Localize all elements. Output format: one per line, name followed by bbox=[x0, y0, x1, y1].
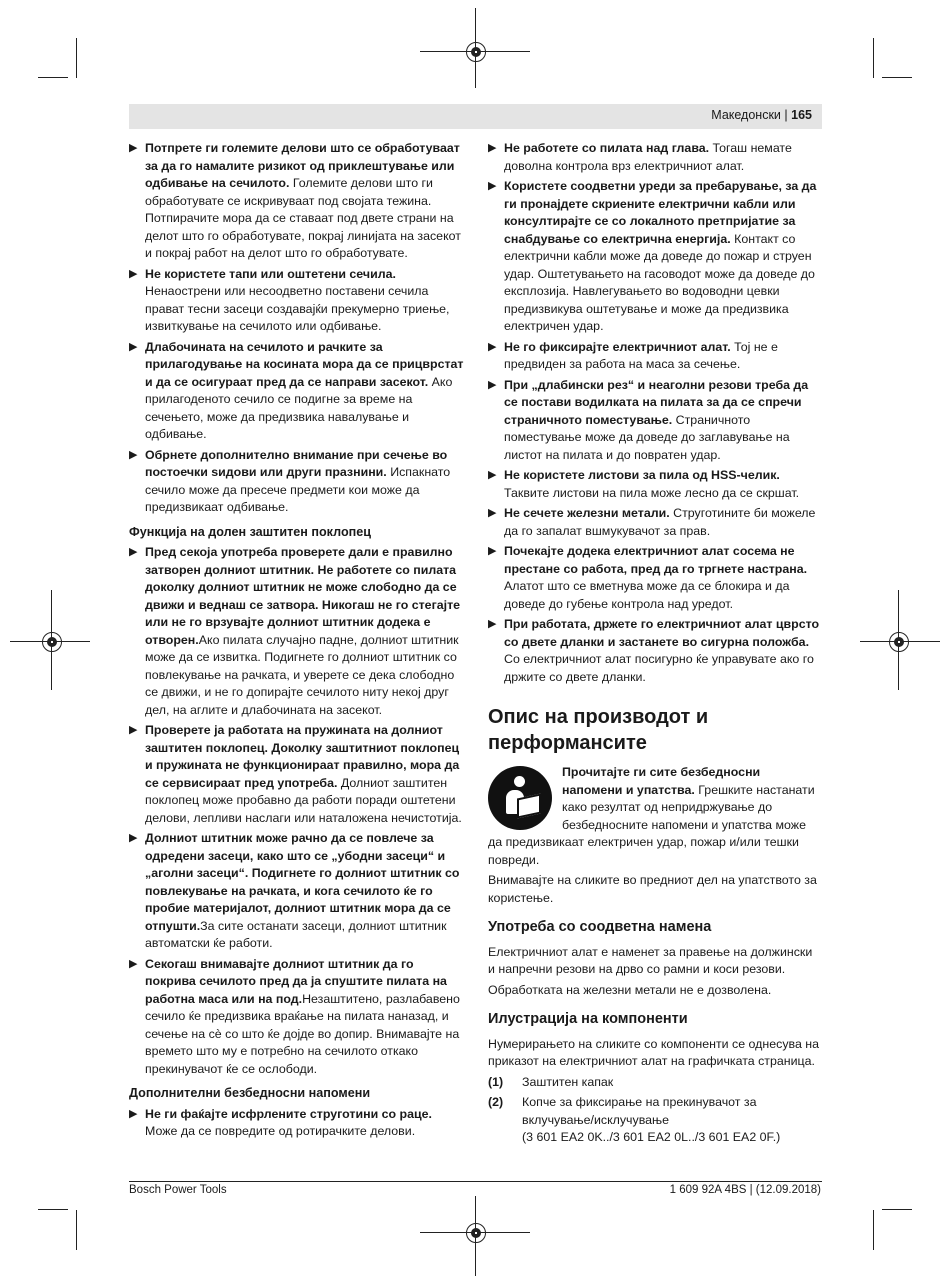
bullet-arrow-icon: ▶ bbox=[488, 507, 497, 519]
item-bold: Секогаш внимавајте долниот штитник да го покрива сечилото пред да ја спуштите пилата на работна маса или на под. bbox=[145, 956, 447, 1006]
header-language: Македонски bbox=[711, 108, 781, 122]
safety-list-d bbox=[488, 140, 821, 686]
list-item bbox=[129, 140, 464, 263]
read-manual-icon bbox=[488, 766, 552, 830]
bullet-arrow-icon: ▶ bbox=[129, 724, 138, 736]
footer-divider bbox=[129, 1181, 822, 1182]
bullet-arrow-icon: ▶ bbox=[488, 378, 497, 391]
list-item bbox=[129, 339, 464, 444]
bullet-arrow-icon: ▶ bbox=[129, 546, 138, 558]
warning-block bbox=[488, 764, 821, 869]
bullet-arrow-icon: ▶ bbox=[488, 469, 497, 481]
registration-mark-icon bbox=[466, 42, 486, 62]
item-bold: Не работете со пилата над глава. bbox=[504, 141, 710, 155]
list-item bbox=[488, 339, 821, 374]
item-text: Контакт со електрични кабли може да доведе до пожар и струен удар. Оштетувањето на гасоводот може да доведе до експлозија. Навлегувањето во водоводни цевки предизвикува оштетување и може да предизвика електричен удар. bbox=[504, 231, 815, 333]
item-bold: Користете соодветни уреди за пребарување, за да ги пронајдете скриените електрични кабли или консултирајте се со локалното претпријатие за снабдување со електрична енергија. bbox=[504, 179, 817, 246]
bullet-arrow-icon: ▶ bbox=[129, 340, 138, 353]
subheading-additional-safety: Дополнителни безбедносни напомени bbox=[129, 1086, 371, 1100]
crop-mark bbox=[873, 1210, 874, 1250]
item-bold: Не ги фаќајте исфрлените струготини со раце. bbox=[145, 1106, 432, 1121]
component-label: Заштитен капак bbox=[522, 1074, 614, 1089]
item-bold: Пред секоја употреба проверете дали е правилно затворен долниот штитник. Не работете со пилата доколку долниот штитник не може слободно да се движи и веднаш се затвора. Никогаш не го стегајте или не го врзувајте долниот штитник додека е отворен. bbox=[145, 545, 461, 647]
components-intro: Нумерирањето на сликите со компоненти се однесува на приказот на електричниот алат на графичката страница. bbox=[488, 1036, 820, 1068]
bullet-arrow-icon: ▶ bbox=[488, 618, 497, 630]
registration-mark-icon bbox=[42, 632, 62, 652]
item-text: Долниот заштитен поклопец може пробавно да работи поради оштетени делови, лепливи наслаги или наталожена нечистотија. bbox=[145, 775, 462, 825]
item-text: Тогаш немате доволна контрола врз електричниот алат. bbox=[504, 141, 792, 173]
component-number: (1) bbox=[488, 1074, 504, 1089]
item-bold: Не го фиксирајте електричниот алат. bbox=[504, 339, 731, 354]
component-item bbox=[488, 1074, 821, 1092]
bullet-arrow-icon: ▶ bbox=[129, 832, 138, 844]
bullet-arrow-icon: ▶ bbox=[488, 180, 497, 192]
bullet-arrow-icon: ▶ bbox=[129, 267, 138, 280]
bullet-arrow-icon: ▶ bbox=[488, 142, 497, 154]
crop-mark bbox=[76, 38, 77, 78]
intended-use-text: Електричниот алат е наменет за правење на должински и напречни резови на дрво со рамни и коси резови. bbox=[488, 944, 813, 976]
footer-doc-id: 1 609 92A 4BS | (12.09.2018) bbox=[669, 1184, 821, 1196]
bullet-arrow-icon: ▶ bbox=[129, 448, 138, 461]
header-separator: | bbox=[784, 108, 788, 122]
component-model-numbers: (3 601 EA2 0K../3 601 EA2 0L../3 601 EA2 0F.) bbox=[522, 1130, 781, 1144]
crop-mark bbox=[38, 1209, 68, 1210]
page-header bbox=[129, 104, 822, 129]
item-text: Струготините би можеле да го запалат вшмукувачот за прав. bbox=[504, 506, 816, 538]
warning-bold: Прочитајте ги сите безбедносни напомени и упатства. bbox=[562, 765, 761, 797]
page-number: 165 bbox=[791, 108, 812, 122]
figures-note: Внимавајте на сликите во предниот дел на упатството за користење. bbox=[488, 873, 817, 905]
component-label: Копче за фиксирање на прекинувачот за вклучување/исклучување bbox=[522, 1095, 757, 1127]
header-label bbox=[711, 108, 812, 122]
item-text: Таквите листови на пила може лесно да се скршат. bbox=[504, 485, 800, 500]
list-item bbox=[488, 178, 821, 336]
list-item bbox=[129, 722, 464, 827]
list-item bbox=[129, 830, 464, 953]
bullet-arrow-icon: ▶ bbox=[488, 545, 497, 557]
bullet-arrow-icon: ▶ bbox=[129, 957, 138, 970]
component-label-group bbox=[522, 1094, 821, 1147]
crop-mark bbox=[882, 1209, 912, 1210]
list-item bbox=[129, 956, 464, 1079]
component-number: (2) bbox=[488, 1095, 504, 1109]
list-item bbox=[129, 544, 464, 719]
list-item bbox=[488, 467, 821, 502]
component-item bbox=[488, 1094, 821, 1147]
right-column bbox=[488, 140, 821, 1150]
list-item bbox=[488, 140, 821, 175]
footer-brand: Bosch Power Tools bbox=[129, 1184, 227, 1196]
crop-mark bbox=[882, 77, 912, 78]
item-bold: Не користете листови за пила од HSS-челик. bbox=[504, 468, 780, 482]
list-item bbox=[488, 377, 821, 465]
bullet-arrow-icon: ▶ bbox=[488, 340, 497, 353]
item-bold: Проверете ја работата на пружината на долниот заштитен поклопец. Доколку заштитниот поклопец и пружината не функционираат правилно, мора да се сервисираат пред употреба. bbox=[145, 723, 460, 790]
intended-use-title: Употреба со соодветна намена bbox=[488, 919, 712, 935]
item-bold: Долниот штитник може рачно да се повлече за одредени засеци, како што се „убодни засеци“ и „аголни засеци“. Подигнете го долниот штитник со повлекување на рачката, и кога сечилото ќе го пробие материјалот, долниот штитник мора да се отпушти. bbox=[145, 831, 460, 933]
list-item bbox=[129, 447, 464, 517]
subheading-lower-guard: Функција на долен заштитен поклопец bbox=[129, 524, 371, 539]
warning-text: Грешките настанати како резултат од непридржување до безбедносните напомени и упатства може да предизвикаат електричен удар, пожар и/или тешки повреди. bbox=[488, 782, 815, 867]
item-text: Незаштитено, разлабавено сечило ќе предизвика враќање на пилата наназад, и сечење на сè со што ќе дојде во допир. Внимавајте на времето што му е потребно на сечилото откако прекинувачот ќе се ослободи. bbox=[145, 991, 460, 1076]
safety-list-b bbox=[129, 544, 464, 1078]
components-title: Илустрација на компоненти bbox=[488, 1011, 688, 1027]
item-text: Испакнато сечило може да пресече предмети кои може да предизвикаат одбивање. bbox=[145, 465, 451, 514]
list-item bbox=[488, 543, 821, 613]
left-column bbox=[129, 140, 464, 1144]
item-text: Ненаострени или несоодветно поставени сечила прават тесни засеци создавајќи прекумерно триење, извиткување на сечилото или одбивање. bbox=[145, 284, 450, 333]
list-item bbox=[129, 1106, 464, 1141]
item-text: Ако прилагоденото сечило се подигне за време на сечењето, може да предизвика навалување и одбивање. bbox=[145, 374, 453, 441]
registration-mark-icon bbox=[466, 1223, 486, 1243]
item-bold: Потпрете ги големите делови што се обработуваат за да го намалите ризикот од приклештување или одбивање на сечилото. bbox=[145, 141, 460, 190]
list-item bbox=[488, 505, 821, 540]
item-text: Големите делови што ги обработувате се искривуваат под својата тежина. Потпирачите мора да се ставаат под двете страни на делот што го обработувате, покрај линијата на засекот и покрај работ на делот што го обработувате. bbox=[145, 176, 461, 260]
registration-mark-icon bbox=[889, 632, 909, 652]
item-text: Ако пилата случајно падне, долниот штитник може да се извитка. Подигнете го долниот штитник со повлекување на рачката, и уверете се дека слободно се движи, и не го допирајте сечилото ниту некој друг дел, на аглите и длабочината на засекот. bbox=[145, 632, 459, 717]
item-text: За сите останати засеци, долниот штитник автоматски ќе работи. bbox=[145, 918, 447, 950]
item-bold: При „длабински рез“ и неаголни резови треба да се постави водилката на пилата за да се спречи страничното поместување. bbox=[504, 377, 809, 427]
safety-list-c bbox=[129, 1106, 464, 1141]
item-text: Може да се повредите од ротирачките делови. bbox=[145, 1124, 416, 1138]
section-title: Опис на производот и перформансите bbox=[488, 706, 709, 754]
item-bold: Длабочината на сечилото и рачките за прилагодување на косината мора да се прицврстат и да се осигураат пред да се направи засекот. bbox=[145, 339, 464, 389]
item-bold: Обрнете дополнително внимание при сечење во постоечки ѕидови или други празнини. bbox=[145, 447, 448, 479]
item-text: Страничното поместување може да доведе до заглавување на листот на пилата и до повратен удар. bbox=[504, 412, 790, 462]
item-bold: Почекајте додека електричниот алат сосема не престане со работа, пред да го тргнете настрана. bbox=[504, 544, 808, 576]
item-text: Алатот што се вметнува може да се блокира и да доведе до губење контрола над уредот. bbox=[504, 579, 790, 611]
safety-list-a bbox=[129, 140, 464, 517]
crop-mark bbox=[76, 1210, 77, 1250]
item-bold: Не користете тапи или оштетени сечила. bbox=[145, 266, 396, 281]
item-text: Тој не е предвиден за работа на маса за сечење. bbox=[504, 339, 778, 371]
crop-mark bbox=[873, 38, 874, 78]
bullet-arrow-icon: ▶ bbox=[129, 1107, 138, 1120]
item-bold: Не сечете железни метали. bbox=[504, 506, 670, 520]
list-item bbox=[129, 266, 464, 336]
item-bold: При работата, држете го електричниот алат цврсто со двете дланки и застанете во сигурна положба. bbox=[504, 617, 820, 649]
crop-mark bbox=[38, 77, 68, 78]
intended-use-text-2: Обработката на железни метали не е дозволена. bbox=[488, 982, 772, 997]
bullet-arrow-icon: ▶ bbox=[129, 142, 138, 154]
list-item bbox=[488, 616, 821, 686]
item-text: Со електричниот алат посигурно ќе управувате ако го држите со двете дланки. bbox=[504, 652, 814, 684]
